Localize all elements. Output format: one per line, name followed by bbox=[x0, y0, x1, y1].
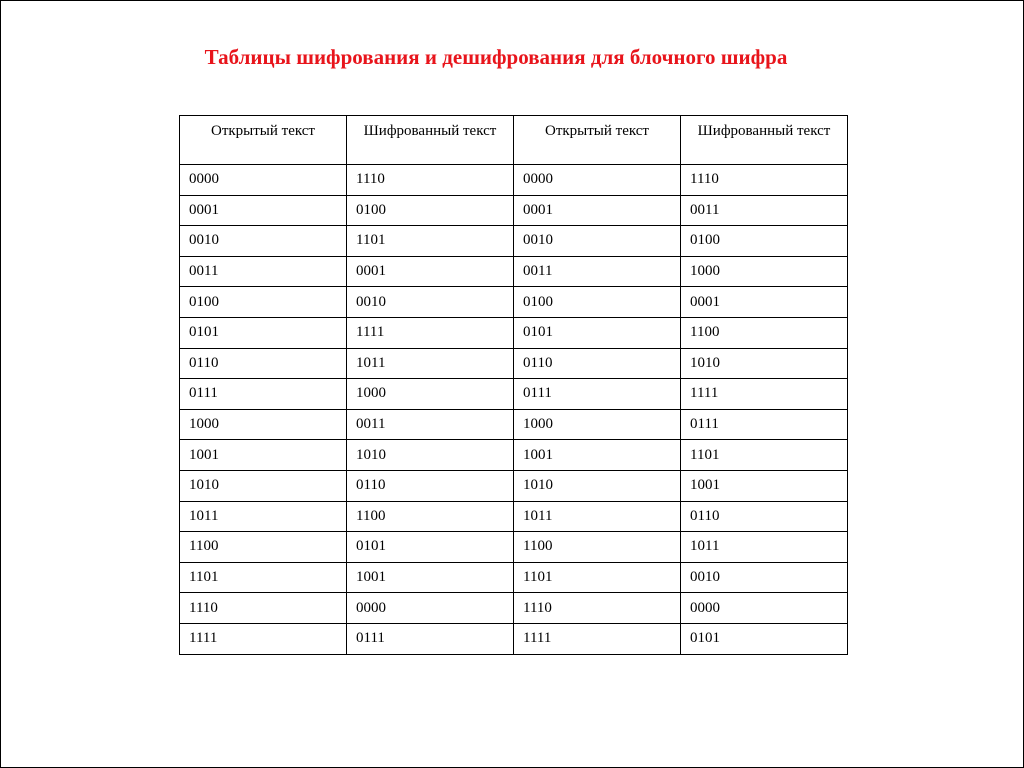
cell-ciphertext: 1011 bbox=[681, 532, 848, 563]
table-row bbox=[180, 317, 848, 348]
cell-plaintext: 1101 bbox=[514, 562, 681, 593]
cell-plaintext: 1010 bbox=[180, 470, 347, 501]
cell-plaintext: 0110 bbox=[514, 348, 681, 379]
table-body bbox=[180, 165, 848, 655]
cell-plaintext: 1100 bbox=[180, 532, 347, 563]
cell-ciphertext: 0010 bbox=[347, 287, 514, 318]
cell-ciphertext: 0000 bbox=[347, 593, 514, 624]
cell-ciphertext: 0001 bbox=[681, 287, 848, 318]
cell-ciphertext: 1101 bbox=[347, 226, 514, 257]
table-row bbox=[180, 379, 848, 410]
header-ciphertext-encrypt: Шифрованный текст bbox=[347, 116, 514, 165]
cell-plaintext: 1011 bbox=[180, 501, 347, 532]
header-ciphertext-decrypt: Шифрованный текст bbox=[681, 116, 848, 165]
cell-plaintext: 1001 bbox=[180, 440, 347, 471]
cell-ciphertext: 1000 bbox=[681, 256, 848, 287]
cell-ciphertext: 0010 bbox=[681, 562, 848, 593]
cell-plaintext: 1001 bbox=[514, 440, 681, 471]
cell-ciphertext: 0110 bbox=[681, 501, 848, 532]
cell-ciphertext: 1111 bbox=[347, 317, 514, 348]
cell-ciphertext: 0100 bbox=[347, 195, 514, 226]
cell-plaintext: 0100 bbox=[514, 287, 681, 318]
cell-ciphertext: 0100 bbox=[681, 226, 848, 257]
table-header bbox=[180, 116, 848, 165]
cell-ciphertext: 0101 bbox=[681, 623, 848, 654]
cell-plaintext: 0001 bbox=[514, 195, 681, 226]
cell-ciphertext: 1001 bbox=[681, 470, 848, 501]
cell-plaintext: 1100 bbox=[514, 532, 681, 563]
cell-ciphertext: 1110 bbox=[681, 165, 848, 196]
cell-ciphertext: 1010 bbox=[347, 440, 514, 471]
cell-ciphertext: 1100 bbox=[681, 317, 848, 348]
table-row bbox=[180, 287, 848, 318]
cell-ciphertext: 1100 bbox=[347, 501, 514, 532]
cell-plaintext: 0000 bbox=[180, 165, 347, 196]
table-row bbox=[180, 256, 848, 287]
cell-ciphertext: 1110 bbox=[347, 165, 514, 196]
cell-plaintext: 0111 bbox=[180, 379, 347, 410]
cell-ciphertext: 1010 bbox=[681, 348, 848, 379]
table-row bbox=[180, 562, 848, 593]
cell-plaintext: 0111 bbox=[514, 379, 681, 410]
cell-plaintext: 1010 bbox=[514, 470, 681, 501]
cell-plaintext: 1000 bbox=[180, 409, 347, 440]
cell-plaintext: 1110 bbox=[514, 593, 681, 624]
cell-ciphertext: 0011 bbox=[681, 195, 848, 226]
cell-plaintext: 0011 bbox=[514, 256, 681, 287]
cell-ciphertext: 0000 bbox=[681, 593, 848, 624]
header-plaintext-decrypt: Открытый текст bbox=[514, 116, 681, 165]
table-row bbox=[180, 226, 848, 257]
table-row bbox=[180, 501, 848, 532]
cell-ciphertext: 1111 bbox=[681, 379, 848, 410]
slide-title: Таблицы шифрования и дешифрования для блочного шифра bbox=[204, 45, 788, 69]
cell-ciphertext: 0001 bbox=[347, 256, 514, 287]
cell-plaintext: 1111 bbox=[514, 623, 681, 654]
table-row bbox=[180, 532, 848, 563]
cell-plaintext: 1110 bbox=[180, 593, 347, 624]
cell-plaintext: 1101 bbox=[180, 562, 347, 593]
cell-plaintext: 0000 bbox=[514, 165, 681, 196]
table-row bbox=[180, 165, 848, 196]
cell-plaintext: 1000 bbox=[514, 409, 681, 440]
cell-ciphertext: 1011 bbox=[347, 348, 514, 379]
table-row bbox=[180, 623, 848, 654]
cell-ciphertext: 0110 bbox=[347, 470, 514, 501]
cell-plaintext: 0110 bbox=[180, 348, 347, 379]
cell-plaintext: 0010 bbox=[180, 226, 347, 257]
table-row bbox=[180, 195, 848, 226]
cell-ciphertext: 0111 bbox=[681, 409, 848, 440]
cell-plaintext: 0001 bbox=[180, 195, 347, 226]
cell-ciphertext: 1101 bbox=[681, 440, 848, 471]
cell-plaintext: 0100 bbox=[180, 287, 347, 318]
cell-ciphertext: 0111 bbox=[347, 623, 514, 654]
table-row bbox=[180, 470, 848, 501]
cell-plaintext: 1111 bbox=[180, 623, 347, 654]
table-row bbox=[180, 593, 848, 624]
header-row bbox=[180, 116, 848, 165]
cell-ciphertext: 0101 bbox=[347, 532, 514, 563]
cell-ciphertext: 0011 bbox=[347, 409, 514, 440]
cipher-table bbox=[179, 115, 848, 655]
cell-ciphertext: 1001 bbox=[347, 562, 514, 593]
cell-plaintext: 0101 bbox=[180, 317, 347, 348]
cell-plaintext: 1011 bbox=[514, 501, 681, 532]
table-row bbox=[180, 348, 848, 379]
cell-ciphertext: 1000 bbox=[347, 379, 514, 410]
cell-plaintext: 0011 bbox=[180, 256, 347, 287]
table-row bbox=[180, 409, 848, 440]
header-plaintext-encrypt: Открытый текст bbox=[180, 116, 347, 165]
cell-plaintext: 0010 bbox=[514, 226, 681, 257]
cell-plaintext: 0101 bbox=[514, 317, 681, 348]
table-row bbox=[180, 440, 848, 471]
